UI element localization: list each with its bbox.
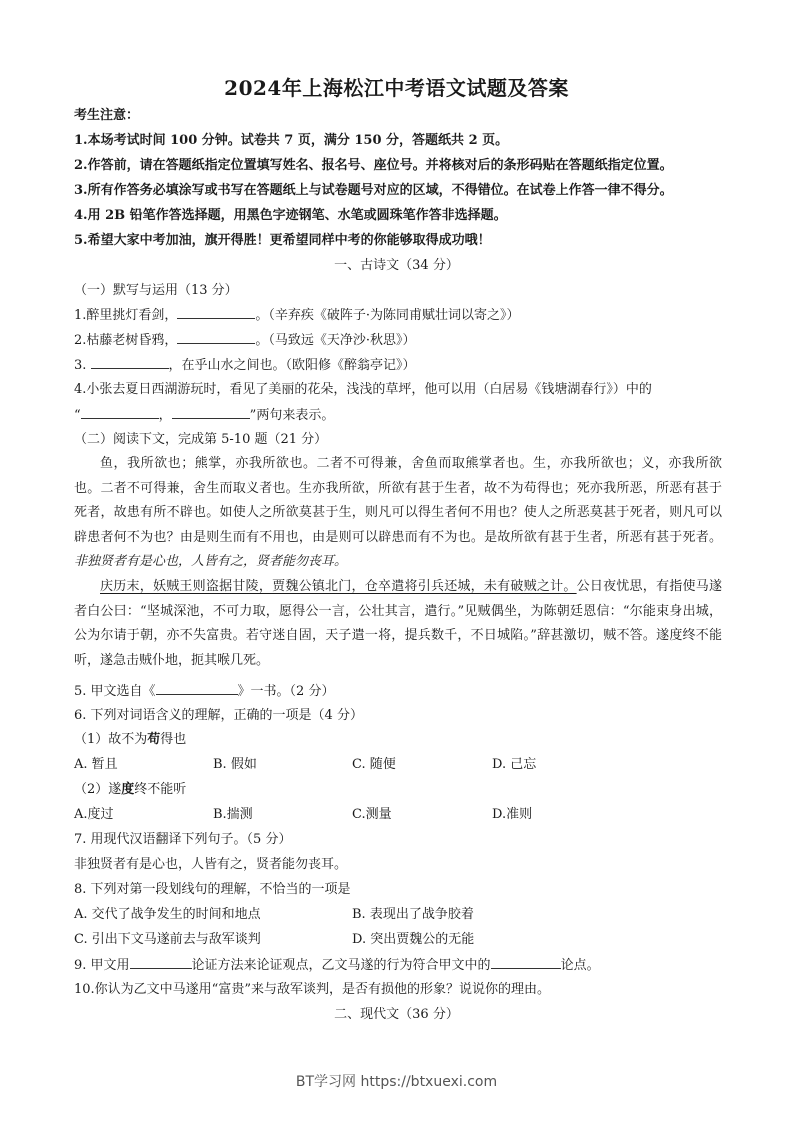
q9-answer-blank-2[interactable] xyxy=(491,956,561,969)
q6-sub2-rest: 终不能听 xyxy=(134,782,187,797)
question-5 xyxy=(74,682,724,701)
q4-suffix: ”两句来表示。 xyxy=(249,408,335,423)
q6-sub1-option-c[interactable]: C. 随便 xyxy=(352,757,396,772)
passage-jia-text: 鱼，我所欲也；熊掌，亦我所欲也。二者不可得兼，舍鱼而取熊掌者也。生，亦我所欲也；义，亦我所欲也。二者不可得兼，舍生而取义者也。生亦我所欲，所欲有甚于生者，故不为苟得也；死亦我所恶，所恶有甚于死者，故患有所不辟也。如使人之所欲莫甚于生，则凡可以得生者何不用也？使人之所恶莫甚于死者，则凡可以辟患者何不为也？由是则生而有不用也，由是则可以辟患而有不为也。是故所欲有甚于生者，所恶有甚于死者。 xyxy=(74,456,722,545)
q5-answer-blank[interactable] xyxy=(156,682,238,695)
question-1 xyxy=(74,306,724,325)
notice-item-3: 3.所有作答务必填涂写或书写在答题纸上与试卷题号对应的区域，不得错位。在试卷上作答一律不得分。 xyxy=(74,183,673,198)
q4-answer-blank-2[interactable] xyxy=(172,406,250,419)
q3-suffix: ，在乎山水之间也。（欧阳修《醉翁亭记》） xyxy=(168,358,416,373)
question-4-line2 xyxy=(74,406,724,425)
q1-suffix: 。（辛弃疾《破阵子·为陈同甫赋壮词以寄之》） xyxy=(255,308,520,323)
notice-item-2: 2.作答前，请在答题纸指定位置填写姓名、报名号、座位号。并将核对后的条形码贴在答题纸指定位置。 xyxy=(74,158,673,173)
q5-prefix: 5. 甲文选自《 xyxy=(74,684,156,699)
q6-sub2-option-d[interactable]: D.准则 xyxy=(492,807,533,822)
question-2 xyxy=(74,331,724,350)
q6-sub1-option-b[interactable]: B. 假如 xyxy=(213,757,257,772)
q6-sub2-option-a[interactable]: A.度过 xyxy=(74,807,114,822)
q6-sub2-option-b[interactable]: B.揣测 xyxy=(213,807,253,822)
q8-option-d[interactable]: D. 突出贾魏公的无能 xyxy=(352,932,475,947)
watermark-footer: BT学习网 https://btxuexi.com xyxy=(295,1074,498,1090)
q4-open-quote: “ xyxy=(74,408,81,423)
question-8-stem: 8. 下列对第一段划线句的理解，不恰当的一项是 xyxy=(74,882,351,897)
q5-suffix: 》一书。（2 分） xyxy=(237,684,335,699)
question-9 xyxy=(74,956,724,975)
q6-sub1-keyword: 苟 xyxy=(147,732,161,747)
question-6-stem: 6. 下列对词语含义的理解，正确的一项是（4 分） xyxy=(74,708,363,723)
question-4-line1: 4.小张去夏日西湖游玩时，看见了美丽的花朵，浅浅的草坪，他可以用（白居易《钱塘湖春行》）中的 xyxy=(74,382,652,397)
q6-sub2-label: （2）遂 xyxy=(74,782,122,797)
question-6-sub1 xyxy=(74,731,724,749)
q3-answer-blank[interactable] xyxy=(91,356,169,369)
passage-yi-underlined-sentence: 庆历末，妖贼王则盗据甘陵，贾魏公镇北门，仓卒遣将引兵还城，未有破贼之计。 xyxy=(100,579,577,594)
question-3 xyxy=(74,356,724,375)
q9-answer-blank-1[interactable] xyxy=(130,956,192,969)
q8-option-a[interactable]: A. 交代了战争发生的时间和地点 xyxy=(74,907,261,922)
q6-sub1-option-d[interactable]: D. 己忘 xyxy=(492,757,537,772)
q2-suffix: 。（马致远《天净沙·秋思》） xyxy=(255,333,416,348)
q2-prefix: 2.枯藤老树昏鸦， xyxy=(74,333,178,348)
section2-heading: 二、现代文（36 分） xyxy=(334,1007,459,1022)
page-title: 2024年上海松江中考语文试题及答案 xyxy=(224,76,569,100)
notice-item-1: 1.本场考试时间 100 分钟。试卷共 7 页，满分 150 分，答题纸共 2 页。 xyxy=(74,133,509,148)
section1-heading: 一、古诗文（34 分） xyxy=(334,258,459,273)
q8-option-c[interactable]: C. 引出下文马遂前去与敌军谈判 xyxy=(74,932,261,947)
question-10: 10.你认为乙文中马遂用“富贵”来与敌军谈判，是否有损他的形象？说说你的理由。 xyxy=(74,982,550,997)
passage-jia xyxy=(74,452,722,575)
passage-yi-text: 公日夜忧思，有指使马遂者白公曰：“坚城深池，不可力取，愿得公一言，公壮其言，遣行。”见贼偶坐，为陈朝廷恩信：“尔能束身出城，公为尔请于朝，亦不失富贵。若守迷自固，天子遣一将，提兵数千，不日城陷。”辞甚激切，贼不答。遂度终不能听，遂急击贼仆地，扼其喉几死。 xyxy=(74,579,722,668)
question-7-sentence: 非独贤者有是心也，人皆有之，贤者能勿丧耳。 xyxy=(74,857,348,872)
part2-heading: （二）阅读下文，完成第 5-10 题（21 分） xyxy=(74,432,328,447)
q6-sub2-keyword: 度 xyxy=(121,782,135,797)
q3-prefix: 3. xyxy=(74,358,91,373)
notice-item-4: 4.用 2B 铅笔作答选择题，用黑色字迹钢笔、水笔或圆珠笔作答非选择题。 xyxy=(74,208,507,223)
q8-option-b[interactable]: B. 表现出了战争胶着 xyxy=(352,907,474,922)
q6-sub1-rest: 得也 xyxy=(160,732,187,747)
q1-answer-blank[interactable] xyxy=(177,306,255,319)
passage-jia-italic-sentence: 非独贤者有是心也，人皆有之，贤者能勿丧耳。 xyxy=(74,554,348,570)
notice-heading: 考生注意： xyxy=(74,108,140,123)
question-7-stem: 7. 用现代汉语翻译下列句子。（5 分） xyxy=(74,832,292,847)
q4-comma: ， xyxy=(158,408,172,423)
q2-answer-blank[interactable] xyxy=(177,331,255,344)
q6-sub2-option-c[interactable]: C.测量 xyxy=(352,807,392,822)
q4-answer-blank-1[interactable] xyxy=(81,406,159,419)
q6-sub1-option-a[interactable]: A. 暂且 xyxy=(74,757,118,772)
notice-item-5: 5.希望大家中考加油，旗开得胜！更希望同样中考的你能够取得成功哦！ xyxy=(74,233,491,248)
q9-middle: 论证方法来论证观点，乙文马遂的行为符合甲文中的 xyxy=(191,958,491,973)
part1-heading: （一）默写与运用（13 分） xyxy=(74,283,238,298)
q1-prefix: 1.醉里挑灯看剑， xyxy=(74,308,178,323)
question-6-sub2 xyxy=(74,781,724,799)
q9-suffix: 论点。 xyxy=(560,958,600,973)
q6-sub1-label: （1）故不为 xyxy=(74,732,148,747)
passage-yi xyxy=(74,575,722,673)
q9-prefix: 9. 甲文用 xyxy=(74,958,130,973)
